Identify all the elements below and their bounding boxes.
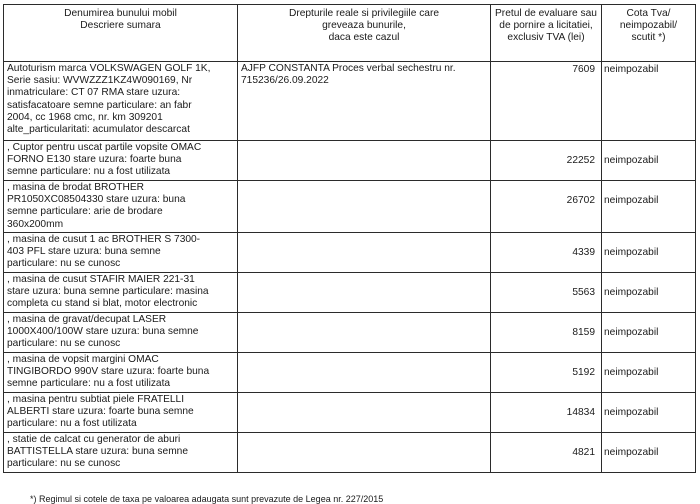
row-price: 5192 (491, 353, 602, 393)
table-row (4, 393, 696, 433)
table-row (4, 181, 696, 233)
header-description: Denumirea bunului mobil Descriere sumara (4, 5, 238, 62)
row-tax: neimpozabil (602, 393, 696, 433)
row-tax: neimpozabil (602, 313, 696, 353)
row-price: 14834 (491, 393, 602, 433)
row-rights (238, 393, 491, 433)
row-rights (238, 141, 491, 181)
row-price: 26702 (491, 181, 602, 233)
row-description: , masina de vopsit margini OMAC TINGIBORDO 990V stare uzura: foarte buna semne particulare: nu a fost utilizata (4, 353, 238, 393)
row-rights (238, 233, 491, 273)
footnote: *) Regimul si cotele de taxa pe valoarea adaugata sunt prevazute de Legea nr. 227/2015 (30, 494, 384, 504)
header-price: Pretul de evaluare sau de pornire a licitatiei, exclusiv TVA (lei) (491, 5, 602, 62)
table-row (4, 353, 696, 393)
row-price: 8159 (491, 313, 602, 353)
table-row (4, 141, 696, 181)
table-row (4, 62, 696, 141)
row-tax: neimpozabil (602, 273, 696, 313)
table-row (4, 313, 696, 353)
table-header-row (4, 5, 696, 62)
row-description: , masina de cusut 1 ac BROTHER S 7300- 403 PFL stare uzura: buna semne particulare: nu se cunosc (4, 233, 238, 273)
row-tax: neimpozabil (602, 353, 696, 393)
document-body (3, 4, 696, 473)
row-rights (238, 181, 491, 233)
row-price: 5563 (491, 273, 602, 313)
row-tax: neimpozabil (602, 62, 696, 141)
row-description: , masina de gravat/decupat LASER 1000X400/100W stare uzura: buna semne particulare: nu se cunosc (4, 313, 238, 353)
assets-table (3, 4, 696, 473)
row-tax: neimpozabil (602, 233, 696, 273)
row-price: 7609 (491, 62, 602, 141)
row-description: , Cuptor pentru uscat partile vopsite OMAC FORNO E130 stare uzura: foarte buna semne particulare: nu a fost utilizata (4, 141, 238, 181)
table-row (4, 273, 696, 313)
table-row (4, 233, 696, 273)
row-rights: AJFP CONSTANTA Proces verbal sechestru nr. 715236/26.09.2022 (238, 62, 491, 141)
header-tax: Cota Tva/ neimpozabil/ scutit *) (602, 5, 696, 62)
row-rights (238, 433, 491, 473)
row-rights (238, 353, 491, 393)
header-rights: Drepturile reale si privilegiile care greveaza bunurile, daca este cazul (238, 5, 491, 62)
row-tax: neimpozabil (602, 141, 696, 181)
row-price: 4339 (491, 233, 602, 273)
row-description: , masina pentru subtiat piele FRATELLI ALBERTI stare uzura: foarte buna semne particulare: nu a fost utilizata (4, 393, 238, 433)
row-description: , statie de calcat cu generator de aburi BATTISTELLA stare uzura: buna semne particulare: nu se cunosc (4, 433, 238, 473)
row-price: 4821 (491, 433, 602, 473)
row-tax: neimpozabil (602, 181, 696, 233)
row-description: , masina de brodat BROTHER PR1050XC08504330 stare uzura: buna semne particulare: arie de brodare 360x200mm (4, 181, 238, 233)
row-tax: neimpozabil (602, 433, 696, 473)
row-rights (238, 273, 491, 313)
row-price: 22252 (491, 141, 602, 181)
table-row (4, 433, 696, 473)
row-description: Autoturism marca VOLKSWAGEN GOLF 1K, Serie sasiu: WVWZZZ1KZ4W090169, Nr inmatriculare: CT 07 RMA stare uzura: satisfacatoare semne particulare: an fabr 2004, cc 1968 cmc, nr. km 309201 alte_particularitati: acumulator descarcat (4, 62, 238, 141)
row-description: , masina de cusut STAFIR MAIER 221-31 stare uzura: buna semne particulare: masina completa cu stand si blat, motor electronic (4, 273, 238, 313)
row-rights (238, 313, 491, 353)
